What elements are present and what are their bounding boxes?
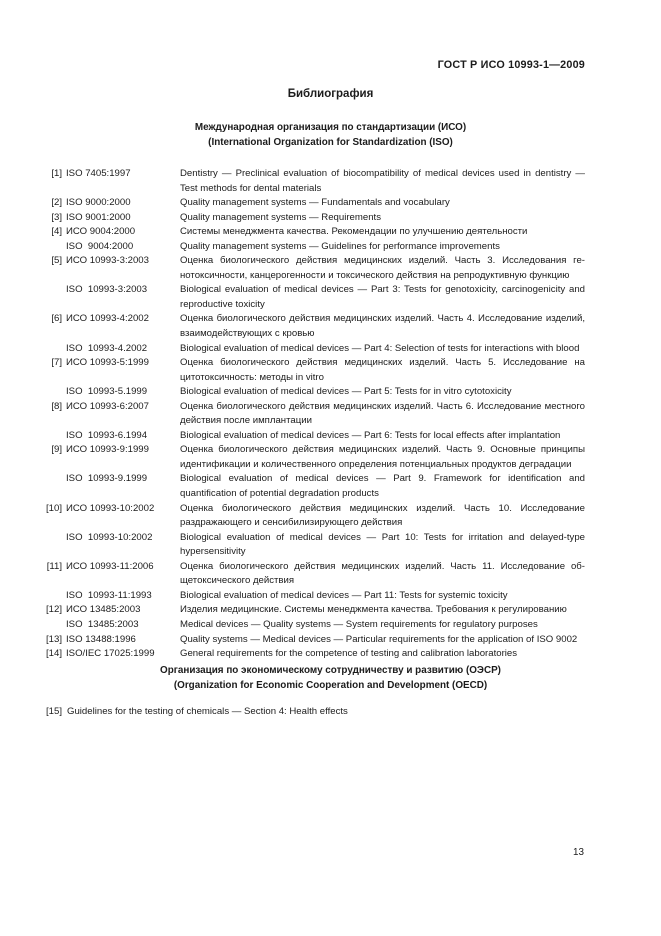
entry-description: Biological evaluation of medical devices — Part 6: Tests for local effects after implantation [180,429,561,441]
section-heading-oecd-ru: Организация по экономическому сотрудничеству и развитию (ОЭСР) [160,664,501,676]
entry-description: Оценка биологического действия медицинских изделий. Часть 3. Исследования генотоксичности, канцерогенности и токсического действия на репродуктивную функцию [180,255,585,281]
entry-number: [2] [51,197,62,209]
entry-standard-id: ИСО 10993-9:1999 [66,444,149,456]
entry-number [44,531,62,560]
entry-description: Biological evaluation of medical devices — Part 4: Selection of tests for interactions with blood [180,342,580,354]
bibliography-entry [0,254,661,283]
page-number: 13 [573,847,584,858]
bibliography-entry [0,705,661,720]
entry-number [44,283,62,312]
entry-number [44,429,62,444]
bibliography-entry [0,472,661,501]
entry-standard-id: ISO/IEC 17025:1999 [66,648,155,660]
entry-standard-id: ИСО 10993-11:2006 [66,560,154,572]
bibliography-entry [0,196,661,211]
entry-description: Quality management systems — Fundamentals and vocabulary [180,197,450,209]
bibliography-entry [0,312,661,341]
entry-standard-id: ISO 10993-3:2003 [66,284,148,296]
entry-number: [15] [45,705,62,717]
bibliography-entry [0,342,661,357]
bibliography-entry [0,560,661,589]
bibliography-entry [0,356,661,385]
entry-number: [13] [45,633,62,645]
entry-number [44,472,62,501]
entry-description: Biological evaluation of medical devices — Part 5: Tests for in vitro cytotoxicity [180,386,512,398]
entry-description: Biological evaluation of medical devices — Part 9. Framework for identification and quantification of potential degradation products [180,473,585,500]
entry-standard-id: ISO 7405:1997 [66,168,131,179]
entry-standard-id: ISO 10993-5.1999 [66,386,148,398]
section-heading-iso-ru: Международная организация по стандартизации (ИСО) [194,122,467,133]
bibliography-entry [0,531,661,560]
standard-designation: ГОСТ Р ИСО 10993-1—2009 [437,59,585,71]
entry-number: [4] [51,226,62,238]
entry-description: Dentistry — Preclinical evaluation of biocompatibility of medical devices used in dentistry — Test methods for dental materials [180,168,585,194]
entry-number: [3] [51,211,62,223]
entry-standard-id: ISO 9001:2000 [66,211,131,223]
entry-standard-id: ISO 9004:2000 [66,240,134,252]
section-heading-iso-en: (International Organization for Standardization (ISO) [208,137,453,148]
bibliography-entry [0,443,661,472]
entry-standard-id: ИСО 10993-6:2007 [66,400,149,412]
entry-standard-id: ISO 13485:2003 [66,618,139,630]
entry-standard-id: ISO 10993-4.2002 [66,342,148,354]
entry-standard-id: ISO 10993-10:2002 [66,531,153,543]
section-heading-oecd [0,663,661,693]
entry-number [44,342,62,357]
bibliography-entry [0,167,661,196]
entry-description: Medical devices — Quality systems — System requirements for regulatory purposes [180,618,538,630]
entry-description: Системы менеджмента качества. Рекомендации по улучшению деятельности [180,226,528,238]
entry-description: Оценка биологического действия медицинских изделий. Часть 9. Основные принципы идентификации и количественного определения потенциальных продуктов деградации [180,444,585,470]
entry-description: Guidelines for the testing of chemicals — Section 4: Health effects [67,705,348,717]
entry-description: Оценка биологического действия медицинских изделий. Часть 10. Исследование раздражающего и сенсибилизирующего действия [180,502,585,529]
entry-standard-id: ISO 10993-6.1994 [66,429,148,441]
entry-standard-id: ISO 10993-11:1993 [66,589,152,601]
entry-description: Изделия медицинские. Системы менеджмента качества. Требования к регулированию [180,604,567,616]
bibliography-entry [0,283,661,312]
entry-number [44,240,62,255]
bibliography-entry [0,385,661,400]
bibliography-entry [0,589,661,604]
bibliography-list-iso [0,167,661,662]
entry-number [44,589,62,604]
entry-number: [1] [51,168,62,179]
bibliography-entry [0,502,661,531]
section-heading-oecd-en: (Organization for Economic Cooperation and Development (OECD) [173,679,488,691]
entry-description: Quality management systems — Guidelines for performance improvements [180,240,500,252]
bibliography-entry [0,647,661,662]
bibliography-entry [0,211,661,226]
entry-description: Biological evaluation of medical devices — Part 11: Tests for systemic toxicity [180,589,508,601]
entry-number: [14] [45,648,62,660]
bibliography-entry [0,400,661,429]
entry-number: [12] [45,604,62,616]
entry-standard-id: ИСО 10993-3:2003 [66,255,149,267]
entry-number [44,385,62,400]
entry-number [44,618,62,633]
bibliography-list-oecd [0,705,661,720]
entry-number: [6] [51,313,62,325]
section-heading-iso [0,120,661,150]
entry-standard-id: ИСО 10993-5:1999 [66,357,149,369]
entry-description: Quality management systems — Requirements [180,211,382,223]
bibliography-entry [0,429,661,444]
entry-description: Оценка биологического действия медицинских изделий. Часть 11. Исследование общетоксического действия [180,560,585,587]
entry-standard-id: ISO 13488:1996 [66,633,136,645]
bibliography-entry [0,603,661,618]
entry-number: [9] [51,444,62,456]
bibliography-entry [0,240,661,255]
entry-number: [8] [51,400,62,412]
entry-description: Оценка биологического действия медицинских изделий. Часть 6. Исследование местного действия после имплантации [180,400,585,427]
entry-standard-id: ИСО 9004:2000 [66,226,136,238]
entry-description: Biological evaluation of medical devices — Part 10: Tests for irritation and delayed-type hypersensitivity [180,531,585,558]
entry-standard-id: ИСО 13485:2003 [66,604,141,616]
entry-description: Quality systems — Medical devices — Particular requirements for the application of ISO 9002 [180,633,578,645]
entry-description: Оценка биологического действия медицинских изделий. Часть 4. Исследование изделий, взаимодействующих с кровью [180,313,585,340]
entry-standard-id: ISO 9000:2000 [66,197,131,209]
entry-standard-id: ISO 10993-9.1999 [66,473,148,485]
entry-number: [11] [46,560,62,572]
entry-number: [10] [45,502,62,514]
page-title: Библиография [287,88,374,100]
entry-description: Biological evaluation of medical devices — Part 3: Tests for genotoxicity, carcinogenicity and reproductive toxicity [180,284,585,310]
entry-standard-id: ИСО 10993-10:2002 [66,502,155,514]
entry-number: [7] [51,357,62,369]
bibliography-entry [0,225,661,240]
entry-description: General requirements for the competence of testing and calibration laboratories [180,648,518,660]
entry-standard-id: ИСО 10993-4:2002 [66,313,149,325]
bibliography-entry [0,633,661,648]
entry-number: [5] [51,255,62,267]
entry-description: Оценка биологического действия медицинских изделий. Часть 5. Исследование на цитотоксичность: методы in vitro [180,357,585,383]
bibliography-entry [0,618,661,633]
